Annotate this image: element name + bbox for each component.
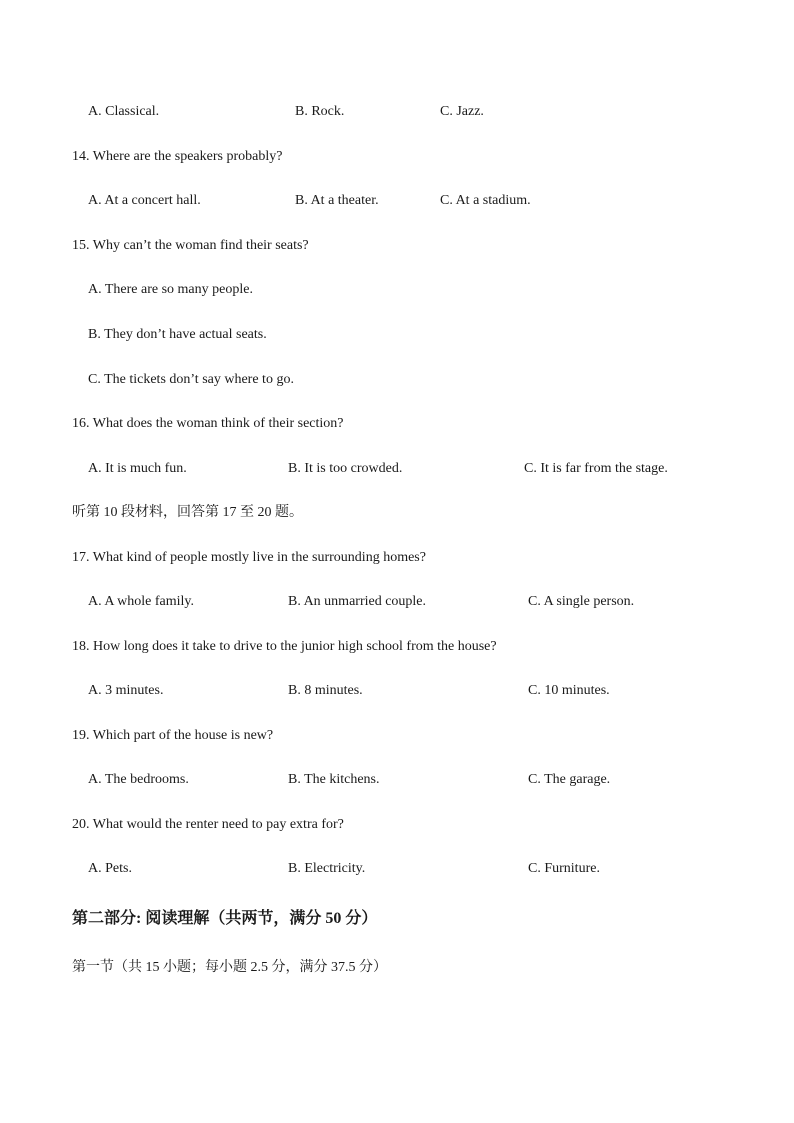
q15-option-c: C. The tickets don’t say where to go. xyxy=(88,372,294,387)
q15-question xyxy=(0,236,794,256)
q13-options xyxy=(0,102,794,122)
q18-text: 18. How long does it take to drive to the junior high school from the house? xyxy=(72,639,497,654)
q13-option-a: A. Classical. xyxy=(88,104,160,119)
q14-option-c: C. At a stadium. xyxy=(440,193,531,208)
q18-option-c: C. 10 minutes. xyxy=(528,683,610,698)
q19-options xyxy=(0,770,794,790)
q20-option-a: A. Pets. xyxy=(88,861,132,876)
q18-question xyxy=(0,637,794,657)
q17-option-a: A. A whole family. xyxy=(88,594,195,609)
q14-question xyxy=(0,147,794,167)
q16-option-b: B. It is too crowded. xyxy=(288,461,403,476)
q14-text: 14. Where are the speakers probably? xyxy=(72,149,283,164)
q16-option-a: A. It is much fun. xyxy=(88,461,187,476)
q18-option-a: A. 3 minutes. xyxy=(88,683,164,698)
q20-options xyxy=(0,859,794,879)
q16-option-c: C. It is far from the stage. xyxy=(524,461,668,476)
q14-option-b: B. At a theater. xyxy=(295,193,379,208)
q20-question xyxy=(0,815,794,835)
q17-text: 17. What kind of people mostly live in the surrounding homes? xyxy=(72,550,426,565)
q20-option-b: B. Electricity. xyxy=(288,861,366,876)
q15-option-b: B. They don’t have actual seats. xyxy=(88,327,267,342)
q17-option-b: B. An unmarried couple. xyxy=(288,594,427,609)
q18-option-b: B. 8 minutes. xyxy=(288,683,363,698)
q19-option-b: B. The kitchens. xyxy=(288,772,380,787)
listening-instruction xyxy=(0,503,794,523)
q15-option-c-row xyxy=(0,370,794,390)
q17-option-c: C. A single person. xyxy=(528,594,635,609)
section1-heading: 第一节（共 15 小题；每小题 2.5 分，满分 37.5 分） xyxy=(72,960,387,975)
q19-question xyxy=(0,726,794,746)
section1-row xyxy=(0,958,794,978)
q17-options xyxy=(0,592,794,612)
q20-text: 20. What would the renter need to pay extra for? xyxy=(72,817,344,832)
q15-option-a-row xyxy=(0,280,794,300)
q19-option-a: A. The bedrooms. xyxy=(88,772,189,787)
q15-option-b-row xyxy=(0,325,794,345)
part2-heading: 第二部分: 阅读理解（共两节，满分 50 分） xyxy=(72,910,378,927)
q16-question xyxy=(0,414,794,434)
q17-question xyxy=(0,548,794,568)
q14-options xyxy=(0,191,794,211)
q15-text: 15. Why can’t the woman find their seats? xyxy=(72,238,309,253)
q19-option-c: C. The garage. xyxy=(528,772,611,787)
q14-option-a: A. At a concert hall. xyxy=(88,193,201,208)
q16-options xyxy=(0,459,794,479)
q16-text: 16. What does the woman think of their section? xyxy=(72,416,344,431)
q13-option-c: C. Jazz. xyxy=(440,104,484,119)
part2-heading-row xyxy=(0,907,794,931)
q13-option-b: B. Rock. xyxy=(295,104,345,119)
q19-text: 19. Which part of the house is new? xyxy=(72,728,274,743)
q15-option-a: A. There are so many people. xyxy=(88,282,253,297)
instruction-text: 听第 10 段材料，回答第 17 至 20 题。 xyxy=(72,505,303,520)
q18-options xyxy=(0,681,794,701)
q20-option-c: C. Furniture. xyxy=(528,861,600,876)
